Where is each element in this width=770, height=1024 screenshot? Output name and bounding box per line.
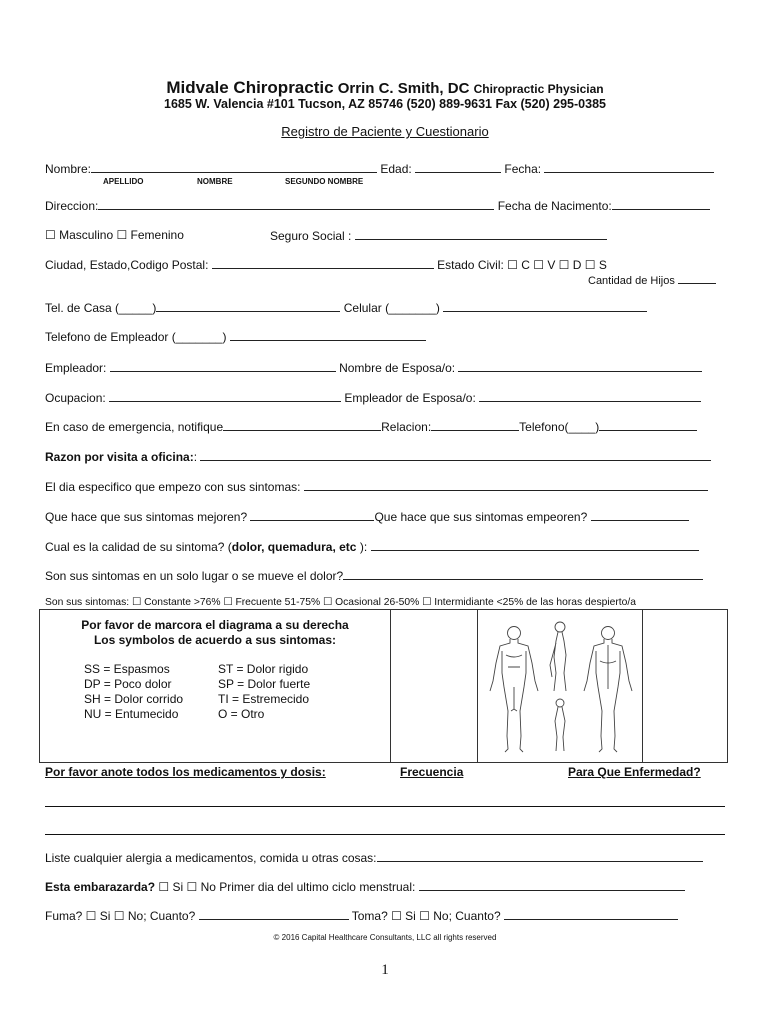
medications-heading: Por favor anote todos los medicamentos y dosis:: [45, 765, 326, 779]
ocupacion-input[interactable]: [109, 390, 341, 402]
lugar-input[interactable]: [343, 568, 703, 580]
fuma-toma-row: [45, 908, 678, 923]
nombre-esposa-label: Nombre de Esposa/o:: [339, 361, 456, 375]
seguro-social-label: Seguro Social :: [270, 229, 352, 243]
tel-empleador-row: [45, 329, 426, 344]
seguro-social-row: [270, 228, 607, 243]
nombre-input[interactable]: [91, 161, 377, 173]
diagram-divider-1: [390, 610, 391, 762]
symbol-list-left: [84, 662, 183, 722]
menstrual-input[interactable]: [419, 879, 685, 891]
body-side-figure: [550, 622, 566, 751]
form-title: Registro de Paciente y Cuestionario: [281, 124, 489, 139]
symbol-ti: TI = Estremecido: [218, 692, 310, 706]
celular-label: Celular (_______): [343, 301, 440, 315]
calidad-row: [45, 539, 699, 554]
ciudad-input[interactable]: [212, 257, 434, 269]
embarazada-options[interactable]: ☐ Si ☐ No Primer dia del ultimo ciclo menstrual:: [158, 880, 416, 894]
para-que-heading: Para Que Enfermedad?: [568, 765, 701, 779]
cantidad-hijos-label: Cantidad de Hijos: [588, 275, 675, 287]
fuma-options[interactable]: Fuma? ☐ Si ☐ No; Cuanto?: [45, 909, 196, 923]
calidad-label-bold: dolor, quemadura, etc: [231, 540, 357, 554]
empleador-esposa-label: Empleador de Esposa/o:: [344, 391, 476, 405]
razon-label: Razon por visita a oficina:: [45, 450, 194, 464]
empeoren-label: Que hace que sus sintomas empeoren?: [374, 510, 588, 524]
copyright: © 2016 Capital Healthcare Consultants, LLC all rights reserved: [273, 933, 497, 942]
fuma-cuanto-input[interactable]: [199, 908, 349, 920]
emergencia-input[interactable]: [223, 419, 381, 431]
calidad-label-pre: Cual es la calidad de su sintoma? (: [45, 540, 232, 554]
body-back-figure: [584, 627, 632, 753]
frecuencia-heading: Frecuencia: [400, 765, 464, 779]
mejoren-label: Que hace que sus sintomas mejoren?: [45, 510, 248, 524]
emergencia-row: [45, 419, 697, 434]
direccion-row: [45, 198, 710, 213]
lugar-row: [45, 568, 703, 583]
doctor-role: Chiropractic Physician: [473, 82, 604, 96]
direccion-label: Direccion:: [45, 199, 99, 213]
fecha-nacimiento-input[interactable]: [612, 198, 710, 210]
embarazada-row: [45, 879, 685, 894]
clinic-name: Midvale Chiropractic: [166, 78, 334, 97]
tel-casa-label: Tel. de Casa (_____): [45, 301, 157, 315]
edad-label: Edad:: [380, 162, 412, 176]
alergia-row: [45, 850, 703, 865]
edad-input[interactable]: [415, 161, 501, 173]
tel-empleador-label: Telefono de Empleador (_______): [45, 330, 227, 344]
diagram-instructions-1: Por favor de marcora el diagrama a su derecha: [81, 618, 349, 632]
nombre-esposa-input[interactable]: [458, 360, 702, 372]
ocupacion-label: Ocupacion:: [45, 391, 106, 405]
ciudad-label: Ciudad, Estado,Codigo Postal:: [45, 258, 209, 272]
cantidad-hijos-input[interactable]: [678, 272, 716, 284]
ciudad-row: [45, 257, 607, 272]
hijos-row: [588, 272, 716, 287]
symbol-dp: DP = Poco dolor: [84, 677, 172, 691]
symbol-st: ST = Dolor rigido: [218, 662, 309, 676]
dia-especifico-label: El dia especifico que empezo con sus sintomas:: [45, 480, 301, 494]
dia-especifico-input[interactable]: [304, 479, 708, 491]
estado-civil-options[interactable]: Estado Civil: ☐ C ☐ V ☐ D ☐ S: [437, 258, 607, 272]
emergencia-label: En caso de emergencia, notifique: [45, 420, 224, 434]
razon-input[interactable]: [200, 449, 711, 461]
fecha-input[interactable]: [544, 161, 714, 173]
razon-colon: :: [193, 450, 198, 464]
empleador-row: [45, 360, 702, 375]
diagram-instructions-2: Los symbolos de acuerdo a sus sintomas:: [93, 633, 337, 647]
ocupacion-row: [45, 390, 701, 405]
sexo-options[interactable]: ☐ Masculino ☐ Femenino: [45, 228, 184, 242]
direccion-input[interactable]: [98, 198, 494, 210]
razon-row: [45, 449, 711, 464]
telefono-emergencia-input[interactable]: [599, 419, 697, 431]
page-number: 1: [381, 962, 389, 978]
clinic-header: [0, 78, 770, 98]
telefono-emergencia-label: Telefono(____): [519, 420, 600, 434]
body-diagram[interactable]: [478, 611, 642, 761]
fecha-nacimiento-label: Fecha de Nacimento:: [497, 199, 612, 213]
calidad-input[interactable]: [371, 539, 699, 551]
empleador-input[interactable]: [110, 360, 336, 372]
fecha-label: Fecha:: [504, 162, 542, 176]
apellido-caption: APELLIDO: [103, 177, 144, 186]
clinic-address: 1685 W. Valencia #101 Tucson, AZ 85746 (520) 889-9631 Fax (520) 295-0385: [164, 97, 606, 111]
symbol-sp: SP = Dolor fuerte: [218, 677, 311, 691]
symbol-o: O = Otro: [218, 707, 265, 721]
empeoren-input[interactable]: [591, 509, 689, 521]
embarazada-label: Esta embarazarda?: [45, 880, 156, 894]
empleador-esposa-input[interactable]: [479, 390, 701, 402]
calidad-label-post: ):: [356, 540, 368, 554]
medication-line-2[interactable]: [45, 834, 725, 835]
nombre-label: Nombre:: [45, 162, 92, 176]
symbol-ss: SS = Espasmos: [84, 662, 170, 676]
segundo-nombre-caption: SEGUNDO NOMBRE: [285, 177, 364, 186]
relacion-input[interactable]: [431, 419, 519, 431]
toma-options[interactable]: Toma? ☐ Si ☐ No; Cuanto?: [351, 909, 501, 923]
tel-casa-input[interactable]: [156, 300, 340, 312]
alergia-input[interactable]: [377, 850, 703, 862]
symbol-nu: NU = Entumecido: [84, 707, 179, 721]
toma-cuanto-input[interactable]: [504, 908, 678, 920]
nombre-row: [45, 161, 714, 176]
seguro-social-input[interactable]: [355, 228, 607, 240]
symbol-sh: SH = Dolor corrido: [84, 692, 184, 706]
medication-line-1[interactable]: [45, 806, 725, 807]
body-front-figure: [490, 627, 538, 753]
empleador-label: Empleador:: [45, 361, 107, 375]
tel-empleador-input[interactable]: [230, 329, 426, 341]
mejoren-row: [45, 509, 689, 524]
doctor-name: Orrin C. Smith, DC: [337, 80, 470, 97]
mejoren-input[interactable]: [250, 509, 374, 521]
relacion-label: Relacion:: [381, 420, 432, 434]
telefono-row: [45, 300, 647, 315]
frecuencia-sintomas-options[interactable]: Son sus sintomas: ☐ Constante >76% ☐ Frecuente 51-75% ☐ Ocasional 26-50% ☐ Intermidiante <25% de las horas despierto/a: [45, 597, 636, 608]
nombre-caption: NOMBRE: [197, 177, 233, 186]
alergia-label: Liste cualquier alergia a medicamentos, comida u otras cosas:: [45, 851, 377, 865]
symbol-list-right: [218, 662, 310, 722]
lugar-label: Son sus sintomas en un solo lugar o se mueve el dolor?: [45, 569, 344, 583]
dia-especifico-row: [45, 479, 708, 494]
celular-input[interactable]: [443, 300, 647, 312]
diagram-divider-3: [642, 610, 643, 762]
